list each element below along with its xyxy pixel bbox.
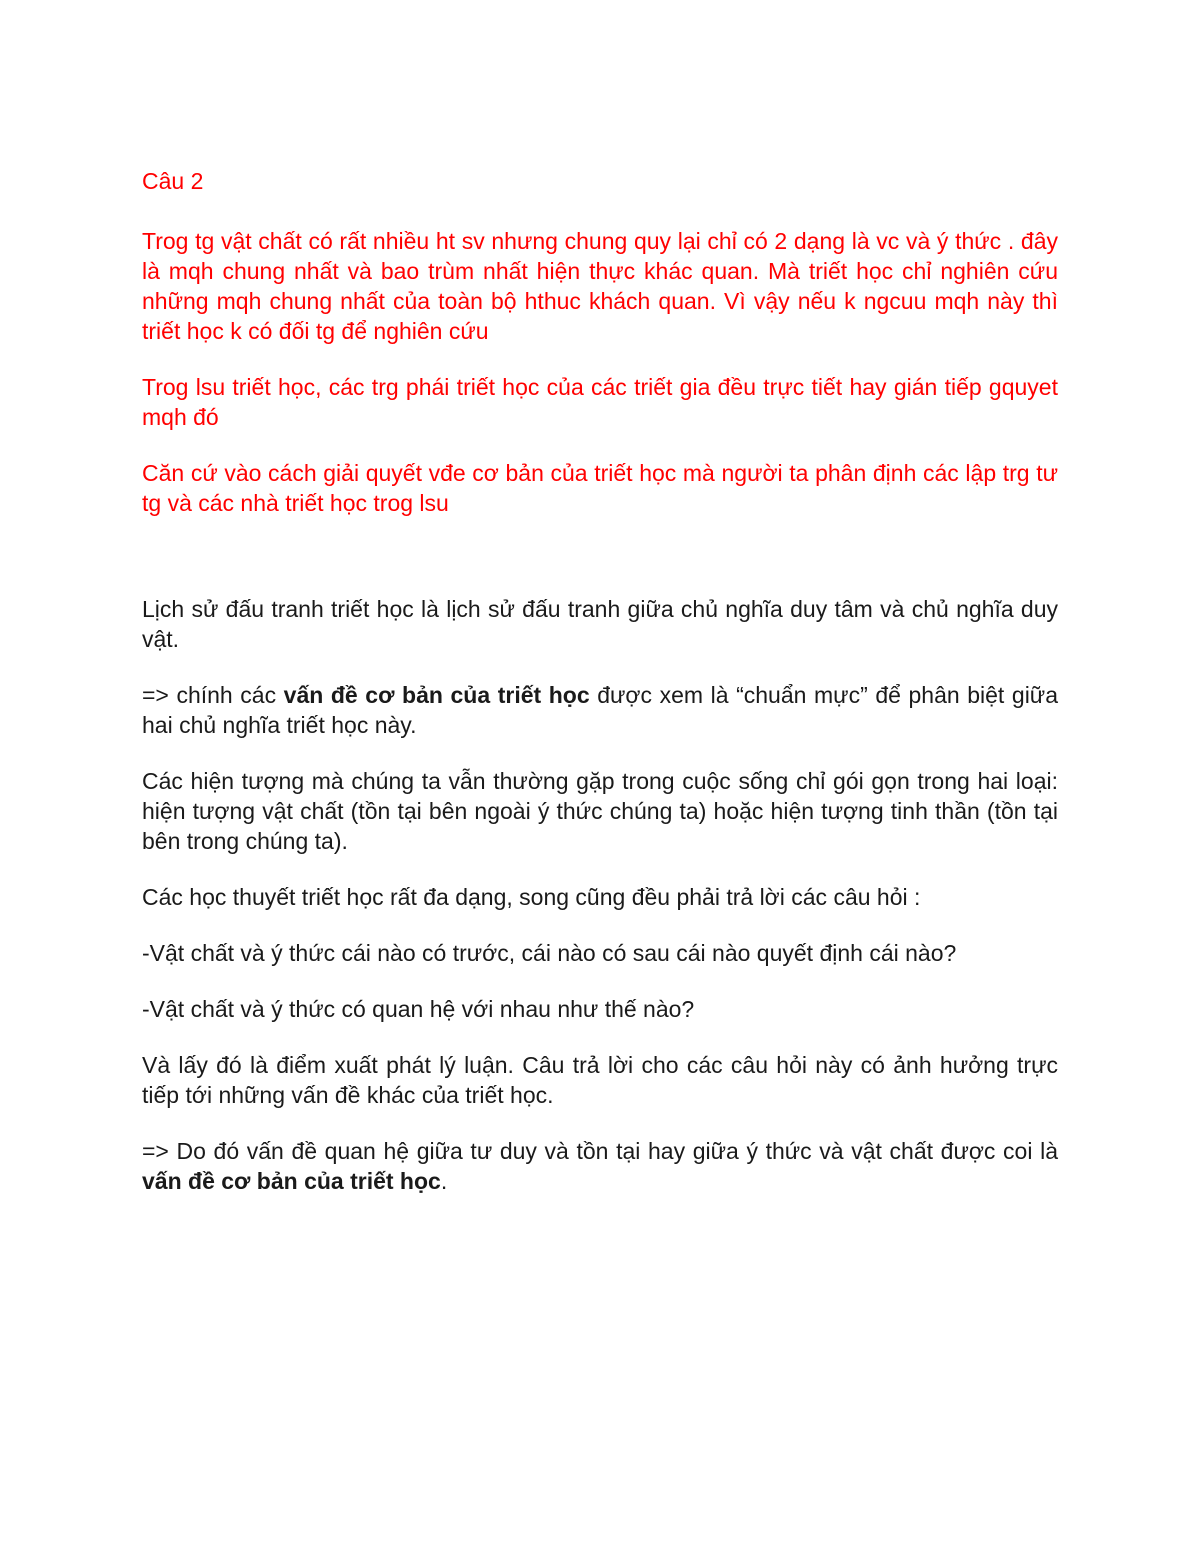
paragraph-starting-point: Và lấy đó là điểm xuất phát lý luận. Câu trả lời cho các câu hỏi này có ảnh hưởng trực tiếp tới những vấn đề khác của triết học. bbox=[142, 1052, 1058, 1108]
question-2: -Vật chất và ý thức có quan hệ với nhau như thế nào? bbox=[142, 996, 695, 1022]
red-paragraph-2: Trog lsu triết học, các trg phái triết học của các triết gia đều trực tiết hay gián tiếp gquyet mqh đó bbox=[142, 374, 1058, 430]
bold-term: vấn đề cơ bản của triết học bbox=[142, 1168, 441, 1194]
paragraph-conclusion-2: => Do đó vấn đề quan hệ giữa tư duy và tồn tại hay giữa ý thức và vật chất được coi là vấn đề cơ bản của triết học. bbox=[142, 1138, 1058, 1194]
red-paragraph-1: Trog tg vật chất có rất nhiều ht sv nhưng chung quy lại chỉ có 2 dạng là vc và ý thức . đây là mqh chung nhất và bao trùm nhất hiện thực khác quan. Mà triết học chỉ nghiên cứu những mqh chung nhất của toàn bộ hthuc khách quan. Vì vậy nếu k ngcuu mqh này thì triết học k có đối tg để nghiên cứu bbox=[142, 228, 1058, 344]
paragraph-history: Lịch sử đấu tranh triết học là lịch sử đấu tranh giữa chủ nghĩa duy tâm và chủ nghĩa duy vật. bbox=[142, 596, 1058, 652]
question-title: Câu 2 bbox=[142, 168, 204, 194]
section-spacer bbox=[142, 518, 1058, 594]
paragraph-phenomena: Các hiện tượng mà chúng ta vẫn thường gặp trong cuộc sống chỉ gói gọn trong hai loại: hiện tượng vật chất (tồn tại bên ngoài ý thức chúng ta) hoặc hiện tượng tinh thần (tồn tại bên trong chúng ta). bbox=[142, 768, 1058, 854]
paragraph-conclusion-1: => chính các vấn đề cơ bản của triết học được xem là “chuẩn mực” để phân biệt giữa hai chủ nghĩa triết học này. bbox=[142, 682, 1058, 738]
bold-term: vấn đề cơ bản của triết học bbox=[283, 682, 590, 708]
paragraph-doctrines: Các học thuyết triết học rất đa dạng, song cũng đều phải trả lời các câu hỏi : bbox=[142, 884, 921, 910]
document-page bbox=[142, 166, 1058, 1196]
question-1: -Vật chất và ý thức cái nào có trước, cái nào có sau cái nào quyết định cái nào? bbox=[142, 940, 957, 966]
red-paragraph-3: Căn cứ vào cách giải quyết vđe cơ bản của triết học mà người ta phân định các lập trg tư tg và các nhà triết học trog lsu bbox=[142, 460, 1058, 516]
